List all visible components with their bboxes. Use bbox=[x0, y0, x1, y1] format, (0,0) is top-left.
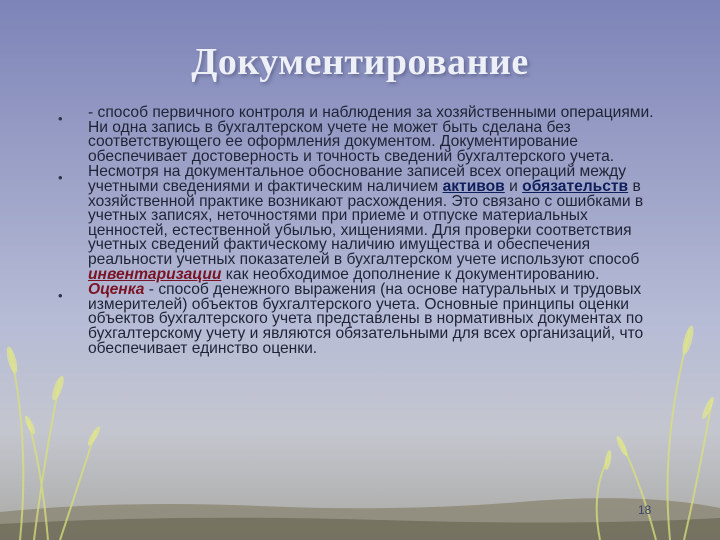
bullet-marker: • bbox=[58, 111, 63, 126]
bullet-text: в хозяйственной практике возникают расхождения. Это связано с ошибками в учетных записях, неточностями при приеме и отпуске материальных ценностей, естественной убылью, хищениями. Для проверки соответствия учетных сведений фактическому наличию имущества и обеспечения реальности учетных показателей в бухгалтерском учете используют способ bbox=[88, 177, 644, 268]
bullet-text: - способ денежного выражения (на основе натуральных и трудовых измерителей) объектов бухгалтерского учета. Основные принципы оценки объектов бухгалтерского учета представлены в нормативных документах по бухгалтерскому учету и являются обязательными для всех организаций, что обеспечивает единство оценки. bbox=[88, 281, 644, 357]
bullet-list bbox=[56, 106, 666, 356]
slide-title: Документирование bbox=[191, 41, 529, 83]
bullet-item-3 bbox=[56, 283, 666, 356]
bullet-text: - способ первичного контроля и наблюдения за хозяйственными операциями. Ни одна запись в бухгалтерском учете не может быть сделана без соответствующего ее оформления документом. Документирование обеспечивает достоверность и точность сведений бухгалтерского учета. bbox=[88, 104, 654, 165]
slide-number: 18 bbox=[638, 503, 652, 517]
term-liabilities: обязательств bbox=[522, 177, 629, 195]
bullet-text: и bbox=[504, 177, 523, 195]
bullet-item-2 bbox=[56, 165, 666, 282]
bullet-item-1 bbox=[56, 106, 666, 164]
term-assets: активов bbox=[442, 177, 505, 195]
bullet-marker: • bbox=[58, 288, 63, 304]
ground-decoration bbox=[0, 480, 720, 540]
term-inventory: инвентаризации bbox=[88, 265, 222, 283]
bullet-marker: • bbox=[58, 170, 63, 186]
bullet-text: как необходимое дополнение к документированию. bbox=[221, 265, 600, 283]
term-valuation: Оценка bbox=[88, 281, 145, 299]
bullet-text: Несмотря на документальное обоснование записей всех операций между учетными сведениями и фактическим наличием bbox=[88, 163, 627, 195]
